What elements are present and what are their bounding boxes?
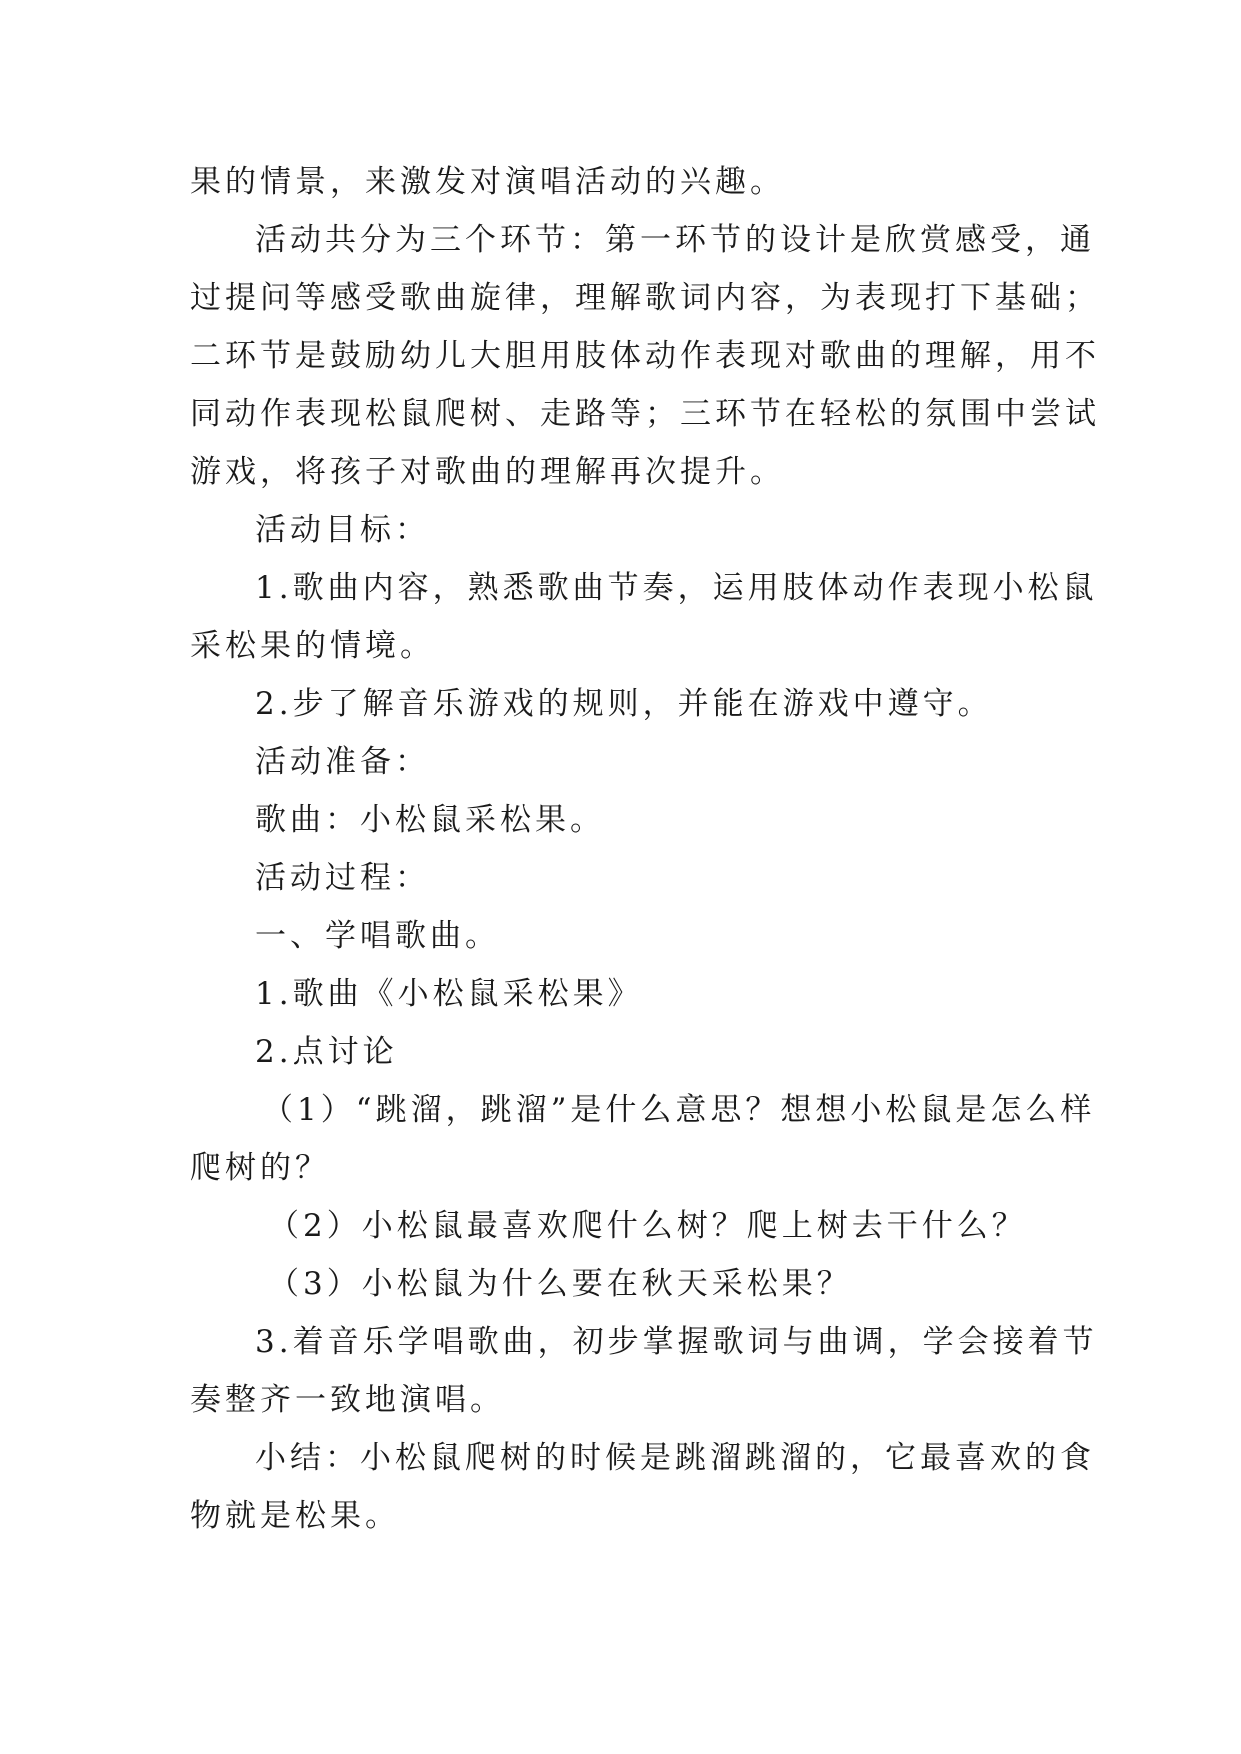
text-line: 一、学唱歌曲。	[255, 918, 500, 954]
text-line: （1）“跳溜，跳溜”是什么意思？想想小松鼠是怎么样	[262, 1092, 1096, 1128]
section-heading: 活动过程：	[255, 860, 430, 896]
section-heading: 活动目标：	[255, 512, 430, 548]
text-line: 2.点讨论	[255, 1034, 398, 1070]
text-line: 爬树的？	[190, 1150, 330, 1186]
text-line: 1.歌曲《小松鼠采松果》	[255, 976, 643, 1012]
text-line: 活动共分为三个环节：第一环节的设计是欣赏感受，通	[255, 222, 1095, 258]
text-line: 物就是松果。	[190, 1498, 400, 1534]
text-line: 歌曲：小松鼠采松果。	[255, 802, 605, 838]
text-line: 果的情景，来激发对演唱活动的兴趣。	[190, 164, 785, 200]
text-line: （2）小松鼠最喜欢爬什么树？爬上树去干什么？	[268, 1208, 1027, 1244]
text-line: 1.歌曲内容，熟悉歌曲节奏，运用肢体动作表现小松鼠	[255, 570, 1098, 606]
text-line: （3）小松鼠为什么要在秋天采松果？	[268, 1266, 852, 1302]
text-line: 3.着音乐学唱歌曲，初步掌握歌词与曲调，学会接着节	[255, 1324, 1098, 1360]
text-line: 二环节是鼓励幼儿大胆用肢体动作表现对歌曲的理解，用不	[190, 338, 1100, 374]
text-line: 2.步了解音乐游戏的规则，并能在游戏中遵守。	[255, 686, 993, 722]
text-line: 过提问等感受歌曲旋律，理解歌词内容，为表现打下基础；	[190, 280, 1100, 316]
text-line: 小结：小松鼠爬树的时候是跳溜跳溜的，它最喜欢的食	[255, 1440, 1095, 1476]
section-heading: 活动准备：	[255, 744, 430, 780]
text-line: 同动作表现松鼠爬树、走路等；三环节在轻松的氛围中尝试	[190, 396, 1100, 432]
text-line: 游戏，将孩子对歌曲的理解再次提升。	[190, 454, 785, 490]
text-line: 奏整齐一致地演唱。	[190, 1382, 505, 1418]
text-line: 采松果的情境。	[190, 628, 435, 664]
